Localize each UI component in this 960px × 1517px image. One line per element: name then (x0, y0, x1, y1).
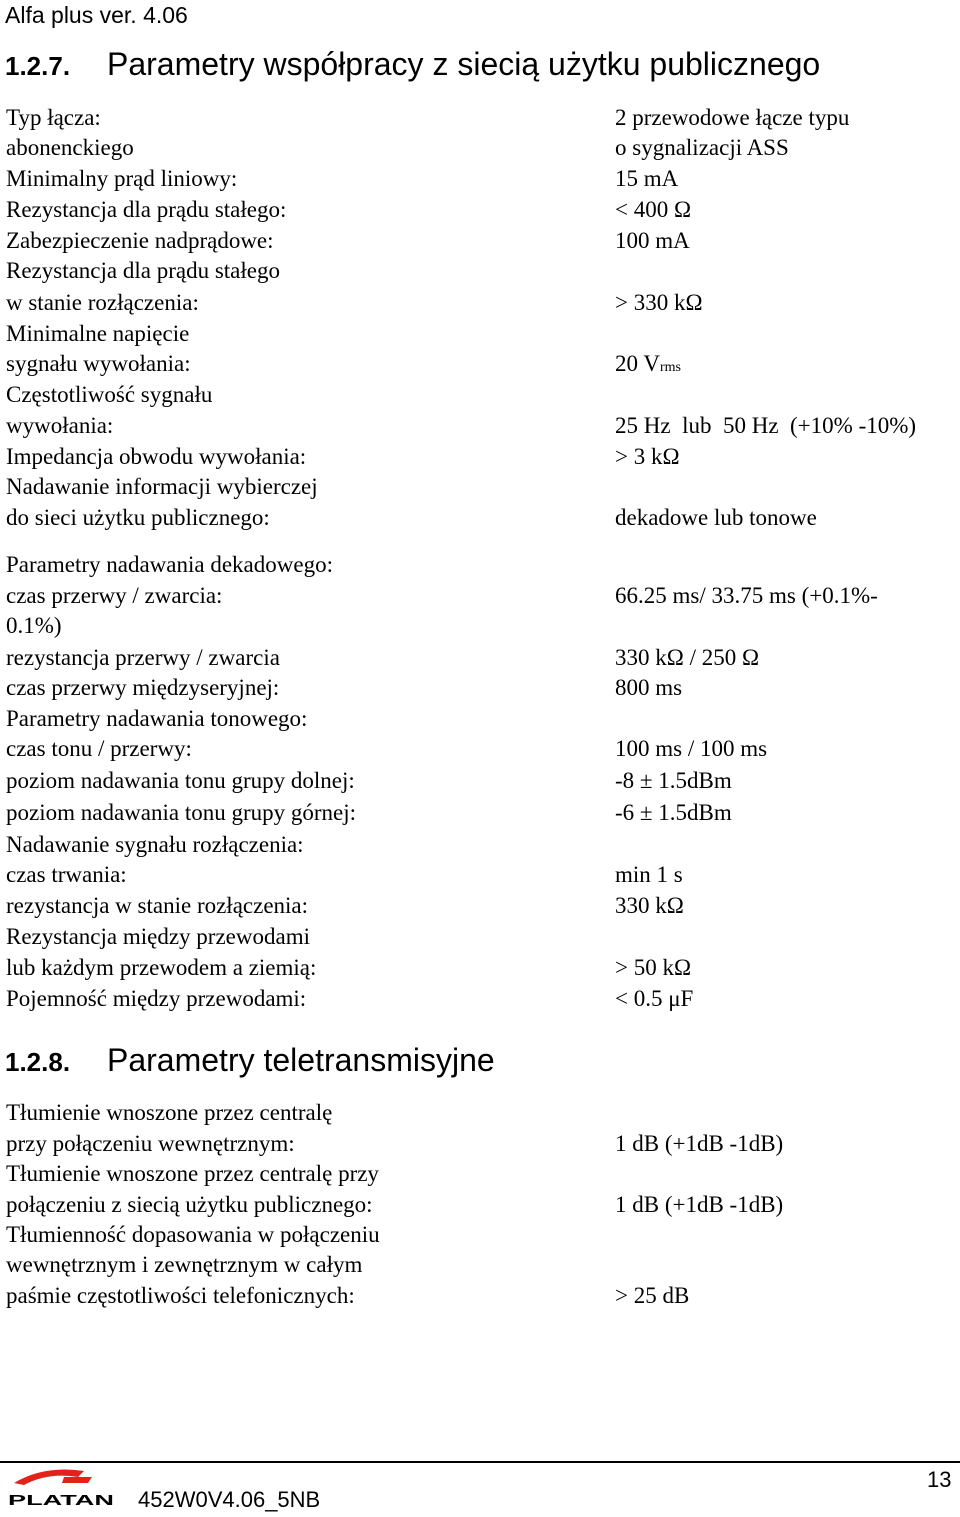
param-label: rezystancja w stanie rozłączenia: (6, 893, 309, 918)
footer-divider (0, 1461, 960, 1463)
param-value: 15 mA (615, 166, 679, 191)
param-label: wewnętrznym i zewnętrznym w całym (6, 1252, 363, 1277)
param-label: Minimalne napięcie (6, 321, 190, 346)
param-value: 330 kΩ / 250 Ω (615, 645, 760, 670)
param-label: Typ łącza: (6, 105, 101, 130)
param-label: poziom nadawania tonu grupy dolnej: (6, 768, 355, 793)
section-title: Parametry współpracy z siecią użytku publicznego (107, 46, 821, 82)
param-label: czas tonu / przerwy: (6, 736, 192, 761)
param-label: rezystancja przerwy / zwarcia (6, 645, 280, 670)
param-value: 330 kΩ (615, 893, 684, 918)
platan-logo (4, 1463, 120, 1516)
param-value: < 0.5 μF (615, 986, 694, 1011)
param-value: > 50 kΩ (615, 955, 692, 980)
param-value: 1 dB (+1dB -1dB) (615, 1131, 784, 1156)
param-label: Częstotliwość sygnału (6, 382, 213, 407)
param-label: sygnału wywołania: (6, 351, 191, 376)
param-value: 100 mA (615, 228, 690, 253)
param-label: Tłumienie wnoszone przez centralę (6, 1100, 333, 1125)
param-value: 100 ms / 100 ms (615, 736, 768, 761)
param-label: Minimalny prąd liniowy: (6, 166, 238, 191)
param-label: abonenckiego (6, 135, 134, 160)
param-label: lub każdym przewodem a ziemią: (6, 955, 317, 980)
param-label: Pojemność między przewodami: (6, 986, 307, 1011)
param-label: czas przerwy międzyseryjnej: (6, 675, 280, 700)
param-label: czas przerwy / zwarcia: (6, 583, 223, 608)
param-value-wrap: 0.1%) (6, 613, 62, 638)
param-value: 2 przewodowe łącze typu (615, 105, 850, 130)
section-number: 1.2.7. (5, 51, 71, 81)
section-number: 1.2.8. (5, 1047, 71, 1077)
param-label: Parametry nadawania dekadowego: (6, 552, 333, 577)
param-label: Parametry nadawania tonowego: (6, 706, 308, 731)
param-label: wywołania: (6, 413, 114, 438)
param-label: Nadawanie informacji wybierczej (6, 474, 318, 499)
param-value: o sygnalizacji ASS (615, 135, 789, 160)
param-value: > 3 kΩ (615, 444, 680, 469)
param-label: paśmie częstotliwości telefonicznych: (6, 1283, 355, 1308)
param-label: połączeniu z siecią użytku publicznego: (6, 1192, 373, 1217)
param-label: czas trwania: (6, 862, 127, 887)
param-label: Zabezpieczenie nadprądowe: (6, 228, 274, 253)
param-label: Nadawanie sygnału rozłączenia: (6, 832, 304, 857)
section-title: Parametry teletransmisyjne (107, 1042, 495, 1078)
document-code: 452W0V4.06_5NB (138, 1487, 321, 1512)
param-value: > 330 kΩ (615, 290, 703, 315)
param-value (615, 349, 681, 383)
param-value: -8 ± 1.5dBm (615, 768, 732, 793)
param-value: 800 ms (615, 675, 683, 700)
param-value: 25 Hz lub 50 Hz (+10% -10%) (615, 413, 917, 438)
param-value: 66.25 ms/ 33.75 ms (+0.1%- (615, 583, 878, 608)
svg-text:PLATAN: PLATAN (8, 1492, 114, 1509)
document-version-header: Alfa plus ver. 4.06 (5, 2, 188, 28)
param-label: Rezystancja dla prądu stałego (6, 258, 280, 283)
param-label: Tłumienność dopasowania w połączeniu (6, 1222, 380, 1247)
param-value: 1 dB (+1dB -1dB) (615, 1192, 784, 1217)
param-label: Rezystancja między przewodami (6, 924, 310, 949)
param-value: -6 ± 1.5dBm (615, 800, 732, 825)
page-number: 13 (927, 1467, 952, 1492)
param-label: poziom nadawania tonu grupy górnej: (6, 800, 357, 825)
param-label: Tłumienie wnoszone przez centralę przy (6, 1161, 379, 1186)
param-label: do sieci użytku publicznego: (6, 505, 270, 530)
param-label: w stanie rozłączenia: (6, 290, 199, 315)
param-value: < 400 Ω (615, 197, 692, 222)
param-value: min 1 s (615, 862, 683, 887)
param-label: przy połączeniu wewnętrznym: (6, 1131, 295, 1156)
value-main: 20 V (615, 351, 660, 376)
param-label: Rezystancja dla prądu stałego: (6, 197, 287, 222)
param-label: Impedancja obwodu wywołania: (6, 444, 307, 469)
param-value: dekadowe lub tonowe (615, 505, 817, 530)
param-value: > 25 dB (615, 1283, 690, 1308)
value-subscript: rms (659, 360, 681, 375)
